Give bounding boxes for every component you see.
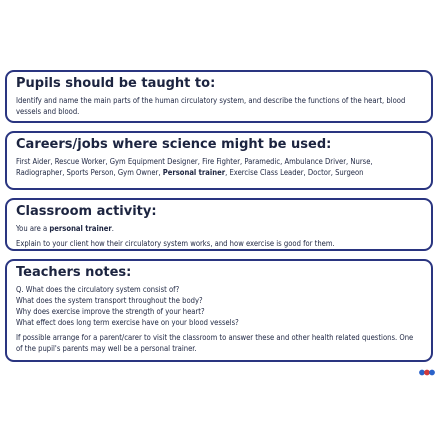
- careers-body: [16, 156, 422, 178]
- careers-body-start: First Aider, Rescue Worker, Gym Equipment Designer, Fire Fighter, Paramedic, Ambulance Driver, Nurse, Radiographer, Sports Person, Gym Owner,: [16, 157, 373, 177]
- activity-role-start: You are a: [16, 224, 50, 233]
- taught-heading: Pupils should be taught to:: [16, 76, 216, 91]
- logo-dot-blue: [419, 370, 425, 376]
- careers-highlight: Personal trainer: [162, 168, 226, 177]
- careers-card: [5, 131, 433, 190]
- activity-role-highlight: personal trainer: [49, 224, 112, 233]
- notes-question: Why does exercise improve the strength of your heart?: [16, 307, 205, 316]
- publisher-logo-icon: [419, 368, 435, 377]
- activity-heading: Classroom activity:: [16, 204, 157, 219]
- logo-dot-red: [424, 370, 430, 376]
- activity-card: [5, 198, 433, 251]
- activity-role-end: .: [111, 224, 114, 233]
- activity-task: Explain to your client how their circulatory system works, and how exercise is good for them.: [16, 239, 335, 248]
- notes-footer: If possible arrange for a parent/carer to visit the classroom to answer these and other health related questions. One of the pupil's parents may well be a personal trainer.: [16, 333, 414, 353]
- notes-heading: Teachers notes:: [16, 265, 132, 280]
- logo-dot-blue: [429, 370, 435, 376]
- careers-body-end: , Exercise Class Leader, Doctor, Surgeon: [225, 168, 364, 177]
- careers-heading: Careers/jobs where science might be used:: [16, 137, 332, 152]
- taught-body: Identify and name the main parts of the human circulatory system, and describe the functions of the heart, blood vessels and blood.: [16, 96, 406, 116]
- notes-question: Q. What does the circulatory system consist of?: [16, 285, 180, 294]
- notes-question: What effect does long term exercise have on your blood vessels?: [16, 318, 239, 327]
- notes-question: What does the system transport throughout the body?: [16, 296, 203, 305]
- activity-role-line: [16, 223, 422, 234]
- notes-card: [5, 259, 433, 362]
- taught-card: [5, 70, 433, 123]
